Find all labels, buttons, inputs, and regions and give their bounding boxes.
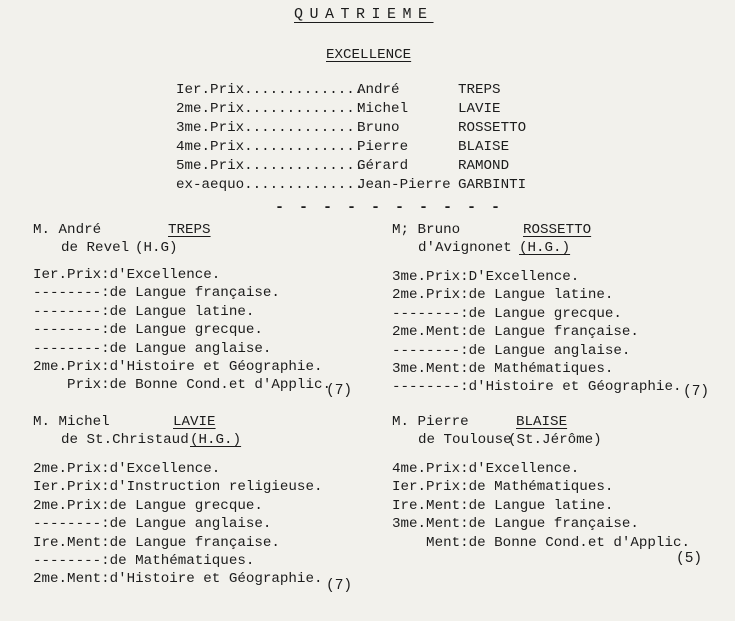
student-prefix: M. Michel [33,414,110,430]
award-line: Prix:de Bonne Cond.et d'Applic. [33,377,331,394]
prize-label: Ier.Prix.............. [176,82,364,98]
student-surname: TREPS [168,222,211,238]
award-line: --------:de Mathématiques. [33,553,255,570]
prize-row [176,100,536,118]
student-header [392,413,722,453]
prize-last-name: RAMOND [458,158,510,174]
award-line: 4me.Prix:d'Excellence. [392,461,580,477]
award-line: Ment:de Bonne Cond.et d'Applic. [392,534,690,551]
award-list [33,460,322,589]
prize-first-name: Gérard [357,158,409,174]
award-line: 2me.Prix:de Langue latine. [392,287,614,304]
award-line: 2me.Prix:de Langue grecque. [33,497,263,514]
prize-row [176,157,536,175]
award-list [392,460,690,552]
award-line: 3me.Prix:D'Excellence. [392,269,580,285]
prize-last-name: LAVIE [458,101,501,117]
award-line: --------:de Langue anglaise. [33,340,272,357]
award-line: Ire.Ment:de Langue française. [33,534,280,551]
student-origin-school: (H.G) [135,240,178,256]
prize-row [176,176,536,194]
award-line: Ier.Prix:d'Instruction religieuse. [33,479,323,496]
prize-label: 2me.Prix.............. [176,101,364,117]
prize-last-name: BLAISE [458,139,510,155]
award-line: --------:de Langue anglaise. [33,516,272,533]
prize-label: 4me.Prix.............. [176,139,364,155]
page-title: QUATRIEME [294,6,434,23]
prize-label: 5me.Prix.............. [176,158,364,174]
section-divider: - - - - - - - - - - [275,199,504,216]
student-surname: BLAISE [516,414,568,430]
award-line: 3me.Ment:de Langue française. [392,516,639,533]
award-line: 2me.Prix:d'Histoire et Géographie. [33,359,323,376]
award-list [33,266,331,395]
prize-first-name: Michel [357,101,409,117]
student-origin-school: (H.G.) [190,432,242,448]
prize-last-name: TREPS [458,82,501,98]
prize-first-name: Bruno [357,120,400,136]
student-origin-town: de St.Christaud [61,432,189,448]
student-origin-school: (St.Jérôme) [508,432,602,448]
prize-last-name: ROSSETTO [458,120,527,136]
prize-first-name: Pierre [357,139,409,155]
student-origin-town: de Revel [61,240,130,256]
award-line: --------:de Langue latine. [33,303,255,320]
award-line: Ier.Prix:de Mathématiques. [392,479,614,496]
award-line: 2me.Ment:de Langue française. [392,324,639,341]
student-prefix: M. André [33,222,102,238]
award-line: --------:de Langue grecque. [33,322,263,339]
student-origin-town: d'Avignonet [418,240,512,256]
prize-last-name: GARBINTI [458,177,527,193]
award-count: (7) [683,384,710,400]
award-line: --------:de Langue grecque. [392,305,622,322]
student-prefix: M. Pierre [392,414,469,430]
prize-label: ex-aequo.............. [176,177,364,193]
student-header [392,221,722,261]
award-line: 3me.Ment:de Mathématiques. [392,361,614,378]
award-line: 2me.Prix:d'Excellence. [33,461,221,477]
student-surname: LAVIE [173,414,216,430]
student-header [33,413,363,453]
prize-row [176,138,536,156]
award-line: Ier.Prix:d'Excellence. [33,267,221,283]
student-prefix: M; Bruno [392,222,461,238]
award-list [392,268,681,397]
award-line: --------:d'Histoire et Géographie. [392,379,682,396]
award-count: (7) [326,578,353,594]
student-header [33,221,363,261]
prize-label: 3me.Prix.............. [176,120,364,136]
prize-row [176,119,536,137]
award-line: Ire.Ment:de Langue latine. [392,497,614,514]
award-line: --------:de Langue anglaise. [392,342,631,359]
prize-row [176,81,536,99]
award-count: (5) [676,551,703,567]
award-line: --------:de Langue française. [33,285,280,302]
student-surname: ROSSETTO [523,222,592,238]
section-subtitle: EXCELLENCE [326,47,412,63]
award-line: 2me.Ment:d'Histoire et Géographie. [33,571,323,588]
student-origin-school: (H.G.) [519,240,571,256]
prize-first-name: Jean-Pierre [357,177,451,193]
student-origin-town: de Toulouse [418,432,512,448]
prize-first-name: André [357,82,400,98]
award-count: (7) [326,383,353,399]
